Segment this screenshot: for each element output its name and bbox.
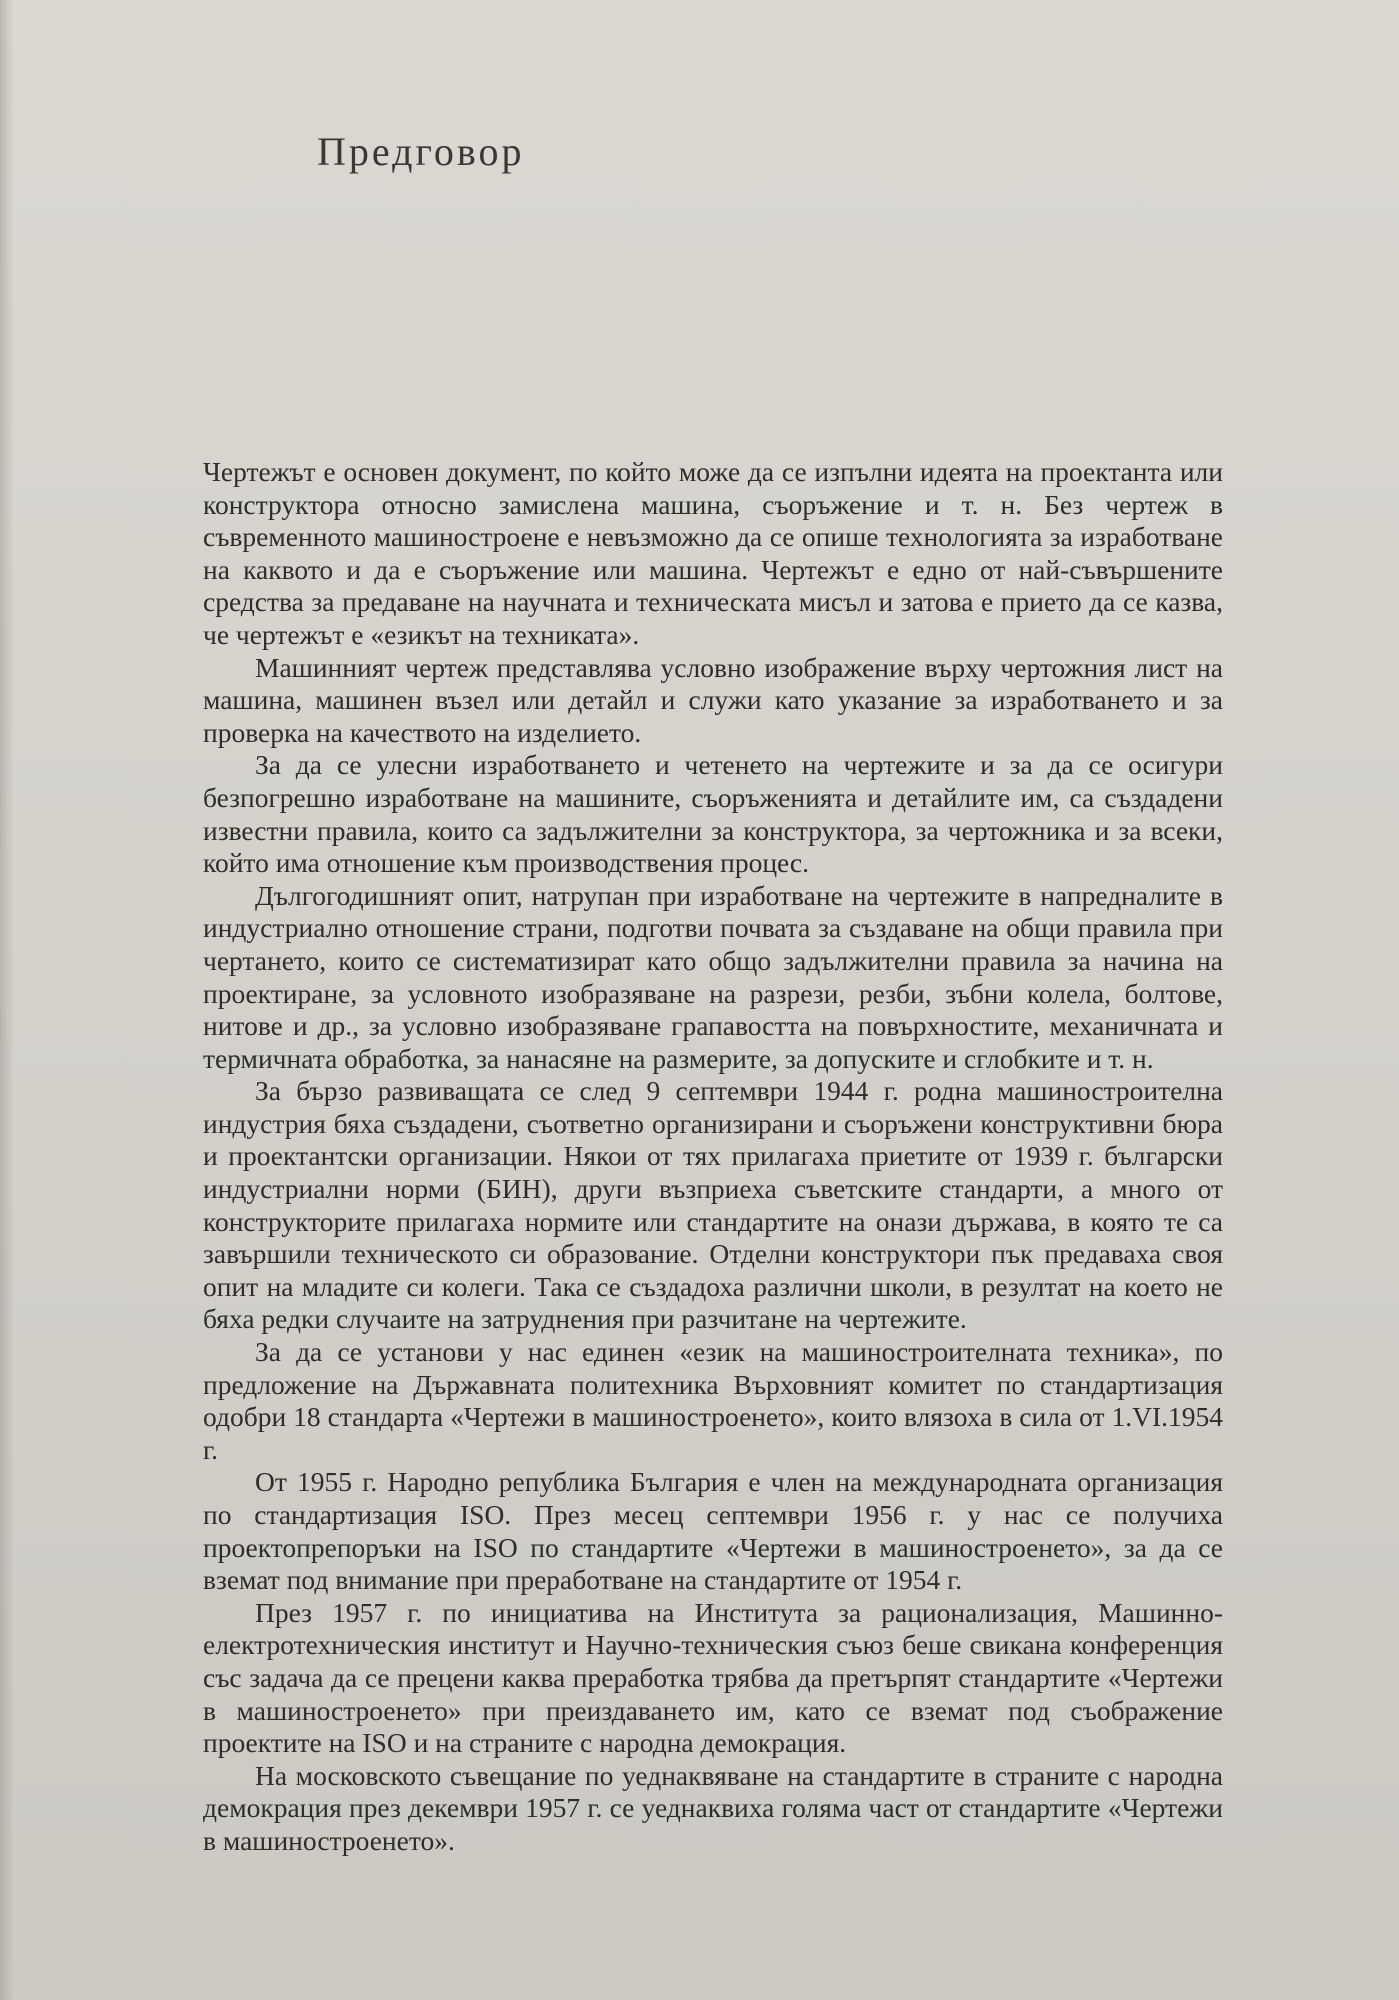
paragraph-6: За да се установи у нас единен «език на машиностроителната техника», по предложение на Държавната политехника Върховният комитет по стандартизация одобри 18 стандарта «Чертежи в машиностроенето», които влязоха в сила от 1.VI.1954 г. xyxy=(203,1336,1223,1465)
document-body xyxy=(203,456,1223,1858)
paragraph-1: Чертежът е основен документ, по който може да се изпълни идеята на проектанта или конструктора относно замислена машина, съоръжение и т. н. Без чертеж в съвременното машиностроене е невъзможно да се опише технологията за изработване на каквото и да е съоръжение или машина. Чертежът е едно от най-съвършените средства за предаване на научната и техническата мисъл и затова е прието да се казва, че чертежът е «езикът на техниката». xyxy=(203,456,1223,650)
paragraph-2: Машинният чертеж представлява условно изображение върху чертожния лист на машина, машинен възел или детайл и служи като указание за изработването и за проверка на качеството на изделието. xyxy=(203,651,1223,748)
page-edge-shadow xyxy=(0,0,14,2000)
paragraph-8: През 1957 г. по инициатива на Института за рационализация, Машинно-електротехническия институт и Научно-техническия съюз беше свикана конференция със задача да се прецени каква преработка трябва да претърпят стандартите «Чертежи в машиностроенето» при преиздаването им, като се вземат под съображение проектите на ISO и на страните с народна демокрация. xyxy=(203,1596,1223,1759)
paragraph-9: На московското съвещание по уеднаквяване на стандартите в страните с народна демокрация през декември 1957 г. се уеднаквиха голяма част от стандартите «Чертежи в машиностроенето». xyxy=(203,1759,1223,1856)
paragraph-4: Дългогодишният опит, натрупан при изработване на чертежите в напредналите в индустриално отношение страни, подготви почвата за създаване на общи правила при чертането, които се систематизират като общо задължителни правила за начина на проектиране, за условното изобразяване на разрези, резби, зъбни колела, болтове, нитове и др., за условно изобразяване грапавостта на повърхностите, механичната и термичната обработка, за нанасяне на размерите, за допуските и сглобките и т. н. xyxy=(203,879,1223,1074)
paragraph-7: От 1955 г. Народно република България е член на международната организация по стандартизация ISO. През месец септември 1956 г. у нас се получиха проектопрепоръки на ISO по стандартите «Чертежи в машиностроенето», за да се вземат под внимание при преработване на стандартите от 1954 г. xyxy=(203,1466,1223,1596)
paragraph-5: За бързо развиващата се след 9 септември 1944 г. родна машиностроителна индустрия бяха създадени, съответно организирани и съоръжени конструктивни бюра и проектантски организации. Някои от тях прилагаха приетите от 1939 г. български индустриални норми (БИН), други възприеха съветските стандарти, а много от конструкторите прилагаха нормите или стандартите на онази държава, в която те са завършили техническото си образование. Отделни конструктори пък предаваха своя опит на младите си колеги. Така се създадоха различни школи, в резултат на което не бяха редки случаите на затруднения при разчитане на чертежите. xyxy=(203,1075,1223,1335)
page-title: Предговор xyxy=(317,129,525,174)
paragraph-3: За да се улесни изработването и четенето на чертежите и за да се осигури безпогрешно изработване на машините, съоръженията и детайлите им, са създадени известни правила, които са задължителни за конструктора, за чертожника и за всеки, който има отношение към производствения процес. xyxy=(203,749,1223,879)
